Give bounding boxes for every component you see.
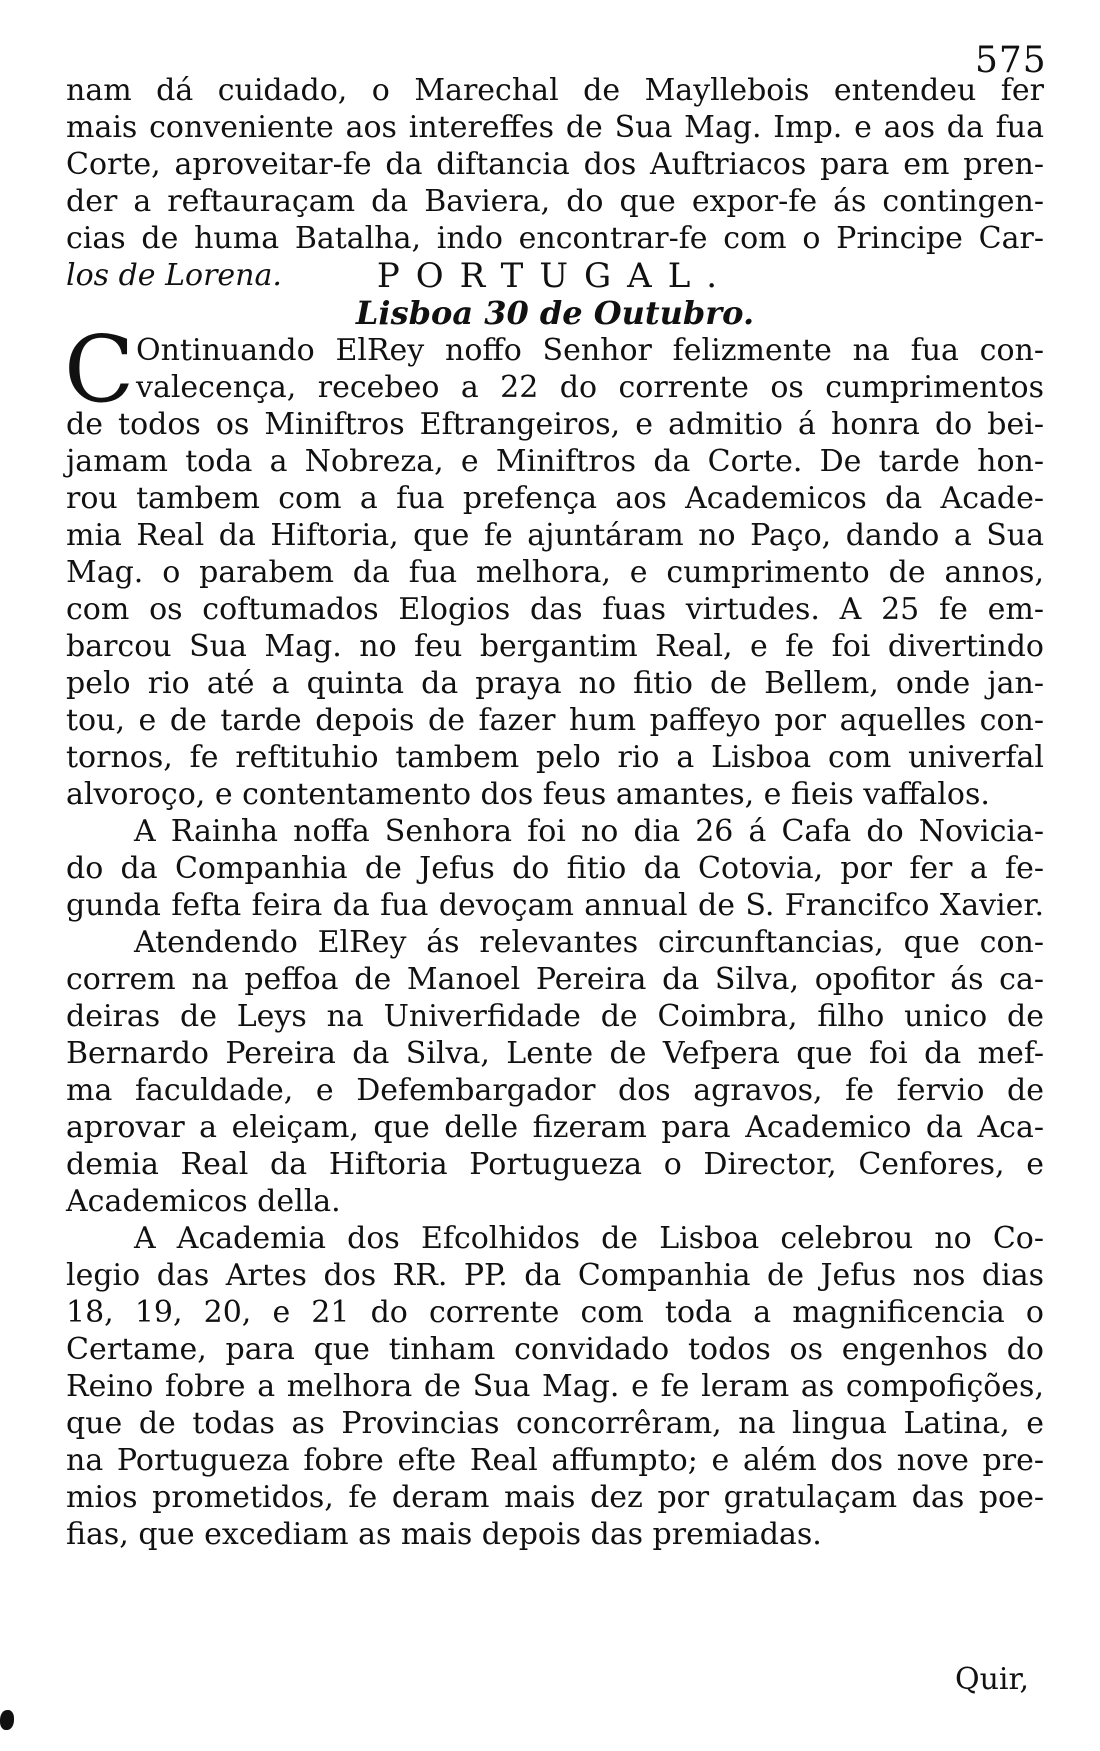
text-line: nam dá cuidado, o Marechal de Mayllebois entendeu fer: [66, 73, 1044, 108]
text-line: tornos, fe reftituhio tambem pelo rio a Lisboa com univerfal: [66, 740, 1044, 775]
text-line: barcou Sua Mag. no feu bergantim Real, e fe foi divertindo: [66, 629, 1044, 664]
text-line: A Rainha noffa Senhora foi no dia 26 á Cafa do Novicia-: [134, 814, 1044, 849]
text-line: de todos os Miniftros Eftrangeiros, e admitio á honra do bei-: [66, 407, 1044, 442]
dateline: Lisboa 30 de Outubro.: [355, 294, 755, 332]
drop-cap: C: [64, 316, 135, 423]
text-line: los de Lorena.: [66, 258, 282, 293]
text-line: Mag. o parabem da fua melhora, e cumprimento de annos,: [66, 555, 1044, 590]
text-line: alvoroço, e contentamento dos feus amantes, e fieis vaffalos.: [66, 777, 990, 812]
text-line: cias de huma Batalha, indo encontrar-fe com o Principe Car-: [66, 221, 1044, 256]
text-column: [66, 72, 1044, 1553]
text-line: ma faculdade, e Defembargador dos agravos, fe fervio de: [66, 1073, 1044, 1108]
text-line: Ontinuando ElRey noffo Senhor felizmente na fua con-: [136, 333, 1044, 368]
text-line: Bernardo Pereira da Silva, Lente de Vefpera que foi da mef-: [66, 1036, 1044, 1071]
text-line: tou, e de tarde depois de fazer hum paffeyo por aquelles con-: [66, 703, 1044, 738]
text-line: Academicos della.: [66, 1184, 341, 1219]
page-number: 575: [975, 40, 1047, 81]
text-line: jamam toda a Nobreza, e Miniftros da Corte. De tarde hon-: [66, 444, 1044, 479]
text-line: correm na peffoa de Manoel Pereira da Silva, opofitor ás ca-: [66, 962, 1044, 997]
text-line: aprovar a eleiçam, que delle fizeram para Academico da Aca-: [66, 1110, 1044, 1145]
paragraph-1: [64, 316, 1044, 813]
text-line: na Portugueza fobre efte Real affumpto; e além dos nove pre-: [66, 1443, 1044, 1478]
text-line: mios prometidos, fe deram mais dez por gratulaçam das poe-: [66, 1480, 1044, 1515]
text-line: pelo rio até a quinta da praya no fitio de Bellem, onde jan-: [66, 666, 1044, 701]
paragraph-4: [66, 1220, 1044, 1553]
text-line: legio das Artes dos RR. PP. da Companhia de Jefus nos dias: [66, 1258, 1044, 1293]
text-line: fias, que excediam as mais depois das premiadas.: [66, 1517, 822, 1552]
paragraph-3: [66, 924, 1044, 1220]
text-line: que de todas as Provincias concorrêram, na lingua Latina, e: [66, 1406, 1044, 1441]
text-line: der a reftauraçam da Baviera, do que expor-fe ás contingen-: [66, 184, 1044, 219]
text-line: do da Companhia de Jefus do fitio da Cotovia, por fer a fe-: [66, 851, 1044, 886]
text-line: Certame, para que tinham convidado todos os engenhos do: [66, 1332, 1044, 1367]
text-line: gunda fefta feira da fua devoçam annual de S. Francifco Xavier.: [66, 888, 1044, 923]
text-line: demia Real da Hiftoria Portugueza o Director, Cenfores, e: [66, 1147, 1044, 1182]
catchword: Quir,: [955, 1662, 1030, 1697]
text-line: mais conveniente aos intereffes de Sua Mag. Imp. e aos da fua: [66, 110, 1044, 145]
text-line: 18, 19, 20, e 21 do corrente com toda a magnificencia o: [66, 1295, 1044, 1330]
text-line: A Academia dos Efcolhidos de Lisboa celebrou no Co-: [134, 1221, 1044, 1256]
text-line: com os coftumados Elogios das fuas virtudes. A 25 fe em-: [66, 592, 1044, 627]
text-line: valecença, recebeo a 22 do corrente os cumprimentos: [136, 370, 1044, 405]
text-line: mia Real da Hiftoria, que fe ajuntáram no Paço, dando a Sua: [66, 518, 1044, 553]
text-line: Reino fobre a melhora de Sua Mag. e fe leram as compofições,: [66, 1369, 1044, 1404]
paragraph-2: [66, 813, 1044, 924]
text-line: deiras de Leys na Univerfidade de Coimbra, filho unico de: [66, 999, 1044, 1034]
text-line: Corte, aproveitar-fe da diftancia dos Auftriacos para em pren-: [66, 147, 1044, 182]
section-heading: PORTUGAL.: [376, 256, 734, 296]
text-line: rou tambem com a fua prefença aos Academicos da Acade-: [66, 481, 1044, 516]
text-line: Atendendo ElRey ás relevantes circunftancias, que con-: [134, 925, 1044, 960]
ink-blot: [0, 1710, 14, 1730]
